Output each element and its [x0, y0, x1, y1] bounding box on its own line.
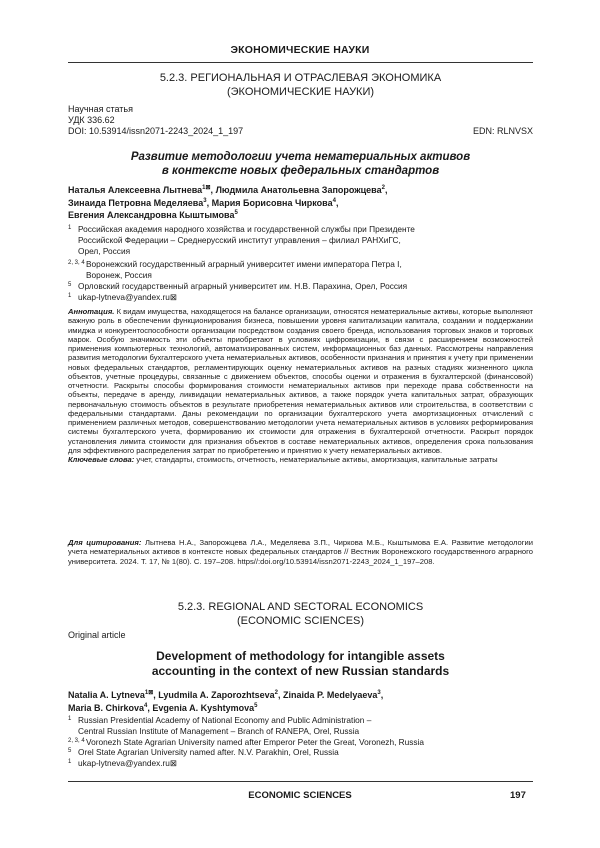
author-name: Natalia A. Lytneva [68, 690, 145, 700]
affiliation-text: Орловский государственный аграрный университет им. Н.В. Парахина, Орел, Россия [78, 280, 408, 291]
citation-ru [68, 538, 533, 566]
doi-row [68, 126, 533, 137]
section-heading-en [68, 600, 533, 628]
affiliation-text: Russian Presidential Academy of National Economy and Public Administration – [78, 715, 372, 725]
keywords-ru [68, 455, 533, 464]
affiliation-number: 5 [68, 748, 72, 755]
affiliation-text: Воронеж, Россия [86, 270, 152, 281]
author-sup: 2 [274, 690, 278, 696]
author-name: Зинаида Петровна Меделяева [68, 197, 204, 208]
page-number: 197 [510, 790, 526, 801]
abstract-ru [68, 307, 533, 464]
affiliation [68, 281, 533, 292]
affiliation-number: 2, 3, 4 [68, 260, 85, 267]
affiliation-number: 1 [68, 225, 72, 231]
email-link[interactable]: ukap-lytneva@yandex.ru⊠ [78, 291, 177, 302]
title-line-2: в контексте новых федеральных стандартов [161, 165, 440, 177]
doi-link[interactable]: DOI: 10.53914/issn2071-2243_2024_1_197 [68, 126, 244, 136]
affiliation-number: 1 [68, 716, 72, 722]
section-line-1: 5.2.3. REGIONAL AND SECTORAL ECONOMICS [177, 601, 424, 613]
title-line-1: Development of methodology for intangible assets [156, 649, 445, 663]
udk: УДК 336.62 [68, 115, 115, 125]
affiliation-number: 1 [68, 292, 72, 299]
author-name: Evgenia A. Kyshtymova [152, 702, 255, 713]
affiliation [68, 715, 533, 737]
article-meta-ru [68, 104, 533, 137]
article-title-ru [68, 150, 533, 178]
author-name: Наталья Алексеевна Лытнева [68, 185, 203, 195]
affiliations-ru [68, 224, 533, 303]
citation-text: Лытнева Н.А., Запорожцева Л.А., Меделяева З.П., Чиркова М.Б., Кыштымова Е.А. Развитие методологии учета нематериальных активов в контексте новых федеральных стандартов // Вестник Воронежского государственного аграрного университета. 2024. Т. 17, № 1(80). С. 197–208. https//:doi.org/10.53914/issn2071-2243_2024_1_197–208. [68, 538, 534, 566]
article-title-en [68, 649, 533, 679]
author-name: Людмила Анатольевна Запорожцева [215, 185, 382, 195]
author-name: Zinaida P. Medelyaeva [282, 690, 378, 700]
email-link[interactable]: ukap-lytneva@yandex.ru⊠ [78, 758, 177, 769]
affiliation-number: 2, 3, 4 [68, 737, 85, 744]
footer-rule [68, 781, 533, 782]
affiliation-text: Российская академия народного хозяйства и государственной службы при Президенте [78, 224, 415, 234]
keywords-text: учет, стандарты, стоимость, отчетность, нематериальные активы, амортизация, капитальные затраты [136, 455, 498, 464]
section-heading-ru [68, 71, 533, 99]
citation-label: Для цитирования: [68, 538, 142, 547]
affiliation-text: Российской Федерации – Среднерусский институт управления – филиал РАНХиГС, [78, 234, 401, 245]
keywords-label: Ключевые слова: [68, 455, 135, 464]
author-sup: 2 [381, 185, 385, 191]
affiliation-text: Орел, Россия [78, 245, 131, 256]
abstract-text: К видам имущества, находящегося на балансе организации, относятся нематериальные активы, которые выполняют важную роль в обеспечении функционирования бизнеса, повышении уровня капитализации капитала, создании и поддержании имиджа и конкурентоспособности организации посредством создания своего бренда, использования торговых знаков и торговых марок. Особую значимость эти объекты приобретают в условиях цифровизации, в связи с расширением возможностей применения компьютерных технологий, автоматизированных систем, информационных баз данных. Рассмотрены направления развития методологии бухгалтерского учета нематериальных активов, особенности признания и принятия к учету при применении новых федеральных стандартов, регламентирующих оценку нематериальных активов на разных стадиях жизненного цикла объектов, учетные процедуры, связанные с движением объектов, способы оценки и отражения в бухгалтерской (финансовой) отчетности. Раскрыты способы формирования стоимости нематериальных активов при переходе права собственности на объекты, передаче в аренду, ликвидации нематериальных активов, а также порядок учета капитальных затрат, образующих первоначальную стоимость объектов в результате приобретения нематериальных активов или строительства, в соответствии с федеральными стандартами. Даны рекомендации по организации бухгалтерского учета амортизационных отчислений с применением различных методов, совершенствованию методологии учета нематериальных активов в условиях реформирования системы бухгалтерского учета, формированию их стоимости для отражения в бухгалтерской отчетности. Раскрыт порядок установления лимита стоимости для признания объектов в составе нематериальных активов, определения срока пользования для эффективного распределения затрат по приобретению и принятию к учету нематериальных активов. [68, 307, 533, 455]
header-rule [68, 62, 533, 63]
affiliation-text: Orel State Agrarian University named after. N.V. Parakhin, Orel, Russia [78, 747, 339, 758]
author-sup: 1⊠ [144, 690, 154, 696]
affiliations-en [68, 715, 533, 769]
affiliation-email [68, 292, 533, 303]
affiliation [68, 737, 533, 748]
affiliation [68, 747, 533, 758]
author-name: Мария Борисовна Чиркова [211, 197, 333, 208]
affiliation-text: Central Russian Institute of Management – Branch of RANEPA, Orel, Russia [78, 725, 360, 736]
section-line-2: (ECONOMIC SCIENCES) [236, 615, 365, 627]
affiliation [68, 224, 533, 256]
section-line-2: (ЭКОНОМИЧЕСКИЕ НАУКИ) [226, 86, 375, 98]
article-type: Научная статья [68, 104, 133, 114]
author-sup: 1⊠ [202, 185, 211, 191]
abstract-label: Аннотация. [68, 307, 115, 316]
affiliation-text: Voronezh State Agrarian University named after Emperor Peter the Great, Voronezh, Russia [86, 736, 425, 747]
author-sup: 3 [203, 197, 207, 204]
author-name: Lyudmila A. Zaporozhtseva [158, 690, 275, 700]
affiliation [68, 259, 533, 281]
edn: EDN: RLNVSX [472, 126, 533, 136]
running-header: ЭКОНОМИЧЕСКИЕ НАУКИ [230, 44, 370, 56]
author-sup: 5 [234, 210, 238, 216]
authors-ru: Наталья Алексеевна Лытнева$^{1⊠}$, Людмила Анатольевна Запорожцева$^2$, Зинаида Петровна Меделяева$^3$, Мария Борисовна Чиркова$^4$, Евгения Александровна Кыштымова$^5$ [68, 185, 388, 220]
author-name: Евгения Александровна Кыштымова [68, 210, 235, 220]
footer-journal: ECONOMIC SCIENCES [248, 790, 352, 801]
affiliation-text: Воронежский государственный аграрный университет имени императора Петра I, [86, 259, 402, 270]
section-line-1: 5.2.3. РЕГИОНАЛЬНАЯ И ОТРАСЛЕВАЯ ЭКОНОМИКА [159, 72, 442, 84]
title-line-2: accounting in the context of new Russian standards [151, 664, 450, 678]
article-type-en: Original article [68, 630, 126, 640]
author-sup: 3 [377, 690, 381, 696]
affiliation-number: 1 [68, 759, 72, 766]
author-sup: 4 [144, 702, 148, 709]
author-name: Maria B. Chirkova [68, 702, 145, 713]
author-sup: 5 [254, 702, 258, 709]
affiliation-email [68, 758, 533, 769]
title-line-1: Развитие методологии учета нематериальных активов [130, 151, 471, 163]
affiliation-number: 5 [68, 281, 72, 288]
authors-en: Natalia A. Lytneva$^{1⊠}$, Lyudmila A. Zaporozhtseva$^2$, Zinaida P. Medelyaeva$^3$, Maria B. Chirkova$^4$, Evgenia A. Kyshtymova$^5$ [68, 690, 384, 713]
author-sup: 4 [332, 197, 336, 204]
